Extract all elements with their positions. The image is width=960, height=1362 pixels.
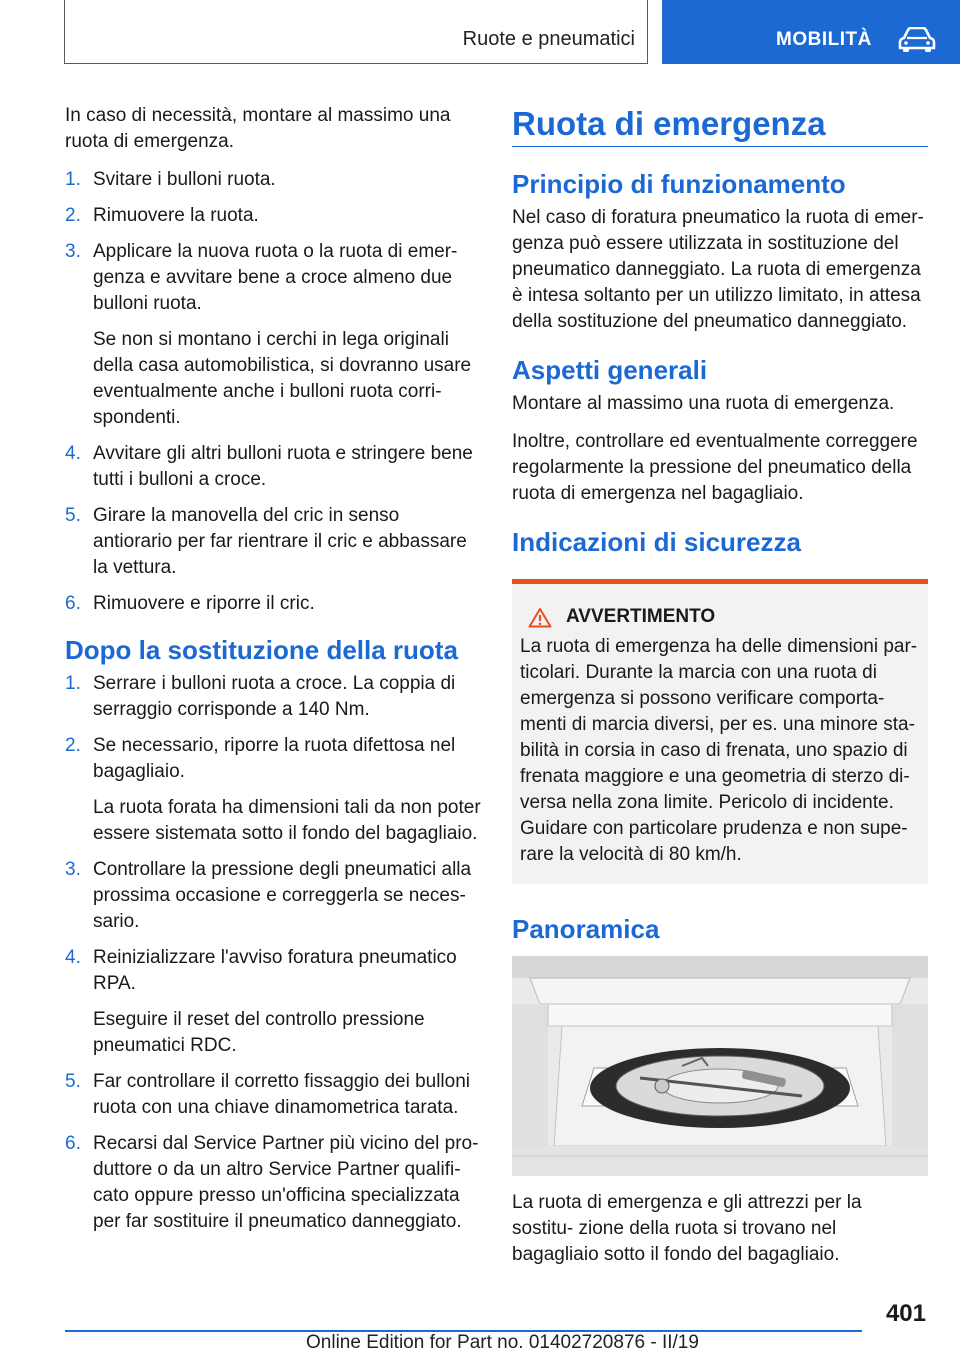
general-heading: Aspetti generali: [512, 355, 708, 385]
step-number: 5.: [65, 1071, 81, 1092]
step-text: Far controllare il corretto fissaggio dei bulloni ruota con una chiave dinamometrica tarata.: [93, 1071, 471, 1118]
left-column: [65, 103, 481, 1245]
intro-text: In caso di necessità, montare al massimo una ruota di emergenza.: [65, 105, 451, 152]
header-chapter-title: MOBILITÀ: [776, 29, 872, 50]
list-item: [65, 441, 481, 493]
step-text: Girare la manovella del cric in senso antiorario per far rientrare il cric e abbassare la vettura.: [93, 505, 467, 578]
footer-edition: Online Edition for Part no. 01402720876 - II/19: [306, 1332, 699, 1353]
step-number: 3.: [65, 859, 81, 880]
principle-heading: Principio di funzionamento: [512, 169, 846, 199]
step-number: 6.: [65, 1133, 81, 1154]
after-replacement-steps: [65, 671, 481, 1235]
step-number: 2.: [65, 205, 81, 226]
step-number: 2.: [65, 735, 81, 756]
warning-triangle-icon: [528, 607, 552, 628]
warning-text: La ruota di emergenza ha delle dimensioni par‐ ticolari. Durante la marcia con una ruota di emergenza si possono verificare comporta‐ menti di marcia diversi, per es. una minore sta‐ bilità in corsia in caso di frenata, uno spazio di frenata maggiore e una geometria di sterzo di‐ versa nella zona limite. Pericolo di incidente. Guidare con particolare prudenza e non supe‐ rare la velocità di 80 km/h.: [520, 636, 918, 865]
step-text: Recarsi dal Service Partner più vicino del pro‐ duttore o da un altro Service Partner qualifi‐ cato oppure presso un'officina specializzata per far sostituire il pneumatico danneggiato.: [93, 1133, 479, 1232]
step-note: Se non si montano i cerchi in lega originali della casa automobilistica, si dovranno usare eventualmente anche i bulloni ruota corri‐ spondenti.: [93, 329, 472, 428]
trunk-illustration: [512, 956, 928, 1176]
step-text: Se necessario, riporre la ruota difettosa nel bagagliaio.: [93, 735, 456, 782]
step-number: 1.: [65, 169, 81, 190]
step-text: Applicare la nuova ruota o la ruota di emer‐ genza e avvitare bene a croce almeno due bulloni ruota.: [93, 241, 458, 314]
replacement-steps: [65, 167, 481, 617]
step-text: Rimuovere la ruota.: [93, 205, 259, 226]
step-number: 4.: [65, 947, 81, 968]
step-number: 4.: [65, 443, 81, 464]
list-item: [65, 733, 481, 847]
page-title: Ruota di emergenza: [512, 104, 928, 147]
header-section-title: Ruote e pneumatici: [462, 28, 635, 50]
list-item: [65, 167, 481, 193]
safety-heading: Indicazioni di sicurezza: [512, 527, 801, 557]
page-number: 401: [885, 1300, 926, 1327]
warning-title: AVVERTIMENTO: [566, 606, 716, 627]
list-item: [65, 671, 481, 723]
step-number: 6.: [65, 593, 81, 614]
step-text: Svitare i bulloni ruota.: [93, 169, 276, 190]
right-column: [512, 104, 928, 1280]
step-number: 5.: [65, 505, 81, 526]
step-text: Controllare la pressione degli pneumatici alla prossima occasione e correggerla se neces‐ sario.: [93, 859, 472, 932]
spare-wheel-illustration: [512, 956, 928, 1176]
after-replacement-heading: Dopo la sostituzione della ruota: [65, 635, 458, 665]
list-item: [65, 591, 481, 617]
list-item: [65, 1131, 481, 1235]
general-text-1: Montare al massimo una ruota di emergenza.: [512, 393, 895, 414]
list-item: [65, 239, 481, 431]
header-section-box: [64, 0, 648, 64]
step-number: 3.: [65, 241, 81, 262]
principle-text: Nel caso di foratura pneumatico la ruota di emer‐ genza può essere utilizzata in sostituzione del pneumatico danneggiato. La ruota di emergenza è intesa soltanto per un utilizzo limitato, in attesa della sostituzione del pneumatico danneggiato.: [512, 207, 924, 332]
list-item: [65, 203, 481, 229]
overview-heading: Panoramica: [512, 914, 660, 944]
car-icon: [898, 27, 936, 53]
step-number: 1.: [65, 673, 81, 694]
list-item: [65, 1069, 481, 1121]
step-text: Avvitare gli altri bulloni ruota e stringere bene tutti i bulloni a croce.: [93, 443, 473, 490]
step-note: La ruota forata ha dimensioni tali da non poter essere sistemata sotto il fondo del bagagliaio.: [93, 797, 481, 844]
step-note: Eseguire il reset del controllo pressione pneumatici RDC.: [93, 1009, 425, 1056]
list-item: [65, 857, 481, 935]
step-text: Reinizializzare l'avviso foratura pneumatico RPA.: [93, 947, 457, 994]
step-text: Serrare i bulloni ruota a croce. La coppia di serraggio corrisponde a 140 Nm.: [93, 673, 456, 720]
step-text: Rimuovere e riporre il cric.: [93, 593, 315, 614]
general-text-2: Inoltre, controllare ed eventualmente correggere regolarmente la pressione del pneumatico della ruota di emergenza nel bagagliaio.: [512, 431, 918, 504]
illustration-caption: La ruota di emergenza e gli attrezzi per la sostitu‐ zione della ruota si trovano nel bagagliaio sotto il fondo del bagagliaio.: [512, 1192, 862, 1265]
warning-title-row: [520, 604, 920, 630]
header-chapter-tab: [662, 0, 960, 64]
warning-box: [512, 579, 928, 884]
list-item: [65, 503, 481, 581]
list-item: [65, 945, 481, 1059]
